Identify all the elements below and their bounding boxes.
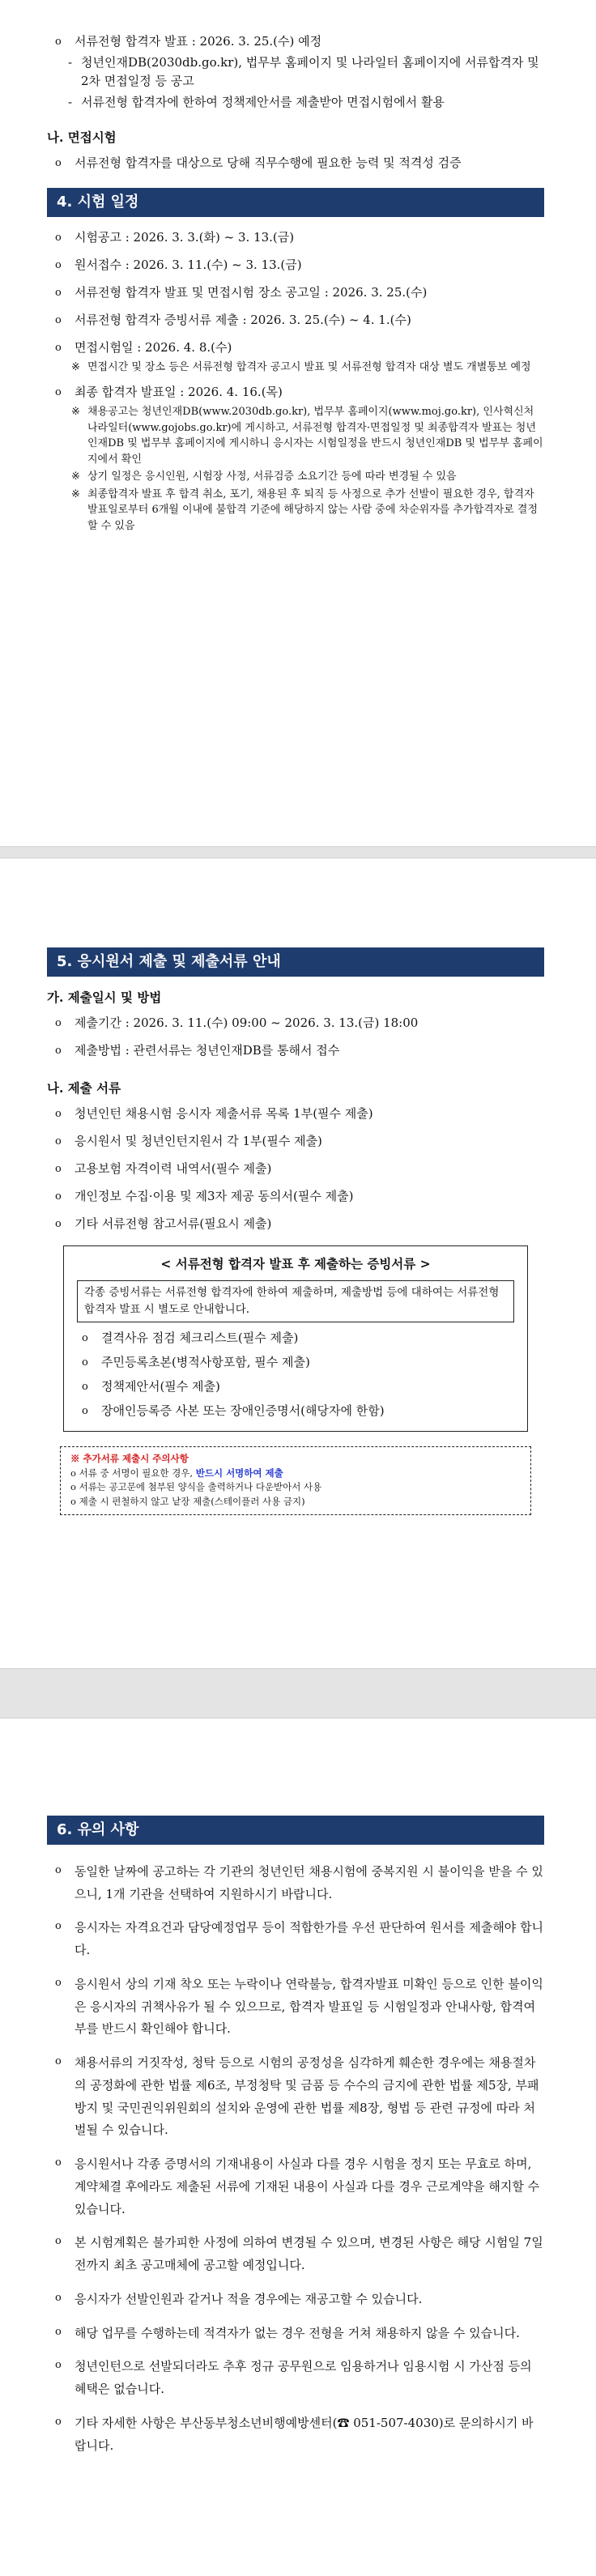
bullet-icon: o — [55, 1190, 62, 1203]
proof-item: o 정책제안서(필수 제출) — [82, 1377, 514, 1397]
bullet-icon: o — [55, 258, 62, 271]
bullet-icon: o — [55, 2235, 62, 2248]
bullet-icon: o — [55, 231, 62, 244]
bullet-icon: o — [55, 1162, 62, 1175]
bullet-icon: o — [82, 1331, 88, 1344]
schedule-item: o 서류전형 합격자 발표 및 면접시험 장소 공고일 : 2026. 3. 25.(수) — [55, 283, 544, 303]
submission-item: o 제출방법 : 관련서류는 청년인재DB를 통해서 접수 — [55, 1041, 544, 1061]
caution-item: o 응시원서나 각종 증명서의 기재내용이 사실과 다를 경우 시험을 정지 또는 무효로 하며, 계약체결 후에라도 제출된 서류에 기재된 내용이 사실과 다를 경우 근로계약을 해지할 수 있습니다. — [55, 2153, 544, 2220]
schedule-item: o 원서접수 : 2026. 3. 11.(수) ~ 3. 13.(금) — [55, 256, 544, 275]
submission-item: o 제출기간 : 2026. 3. 11.(수) 09:00 ~ 2026. 3. 13.(금) 18:00 — [55, 1014, 544, 1033]
document-item: o 개인정보 수집·이용 및 제3자 제공 동의서(필수 제출) — [55, 1187, 544, 1207]
bullet-icon: o — [55, 2055, 62, 2068]
caution-item: o 청년인턴으로 선발되더라도 추후 정규 공무원으로 임용하거나 임용시험 시 가산점 등의 혜택은 없습니다. — [55, 2356, 544, 2401]
dash-item: - 청년인재DB(2030db.go.kr), 법무부 홈페이지 및 나라일터 홈페이지에 서류합격자 및 2차 면접일정 등 공고 — [68, 55, 539, 89]
bullet-icon: o — [55, 386, 62, 399]
section-6-title: 6. 유의 사항 — [47, 1816, 544, 1845]
proof-documents-box — [63, 1245, 528, 1432]
note-item: ※ 채용공고는 청년인재DB(www.2030db.go.kr), 법무부 홈페이지(www.moj.go.kr), 인사혁신처 나라일터(www.gojobs.go.kr)에 게시하고, 서류전형 합격자·면접일정 및 최종합격자 발표는 청년인재DB 및 법무부 홈페이지에 게시하니 응시자는 시험일정을 반드시 청년인재DB 및 법무부 홈페이지에서 확인 — [71, 404, 544, 467]
dash-item: - 서류전형 합격자에 한하여 정책제안서를 제출받아 면접시험에서 활용 — [68, 94, 445, 109]
bullet-icon: o — [55, 2291, 62, 2304]
caution-item: o 기타 자세한 사항은 부산동부청소년비행예방센터(☎ 051-507-4030)로 문의하시기 바랍니다. — [55, 2412, 544, 2458]
note-icon: ※ — [71, 360, 80, 373]
bullet-icon: o — [55, 36, 62, 48]
bullet-icon: o — [55, 2157, 62, 2169]
note-item: ※ 상기 일정은 응시인원, 시험장 사정, 서류검증 소요기간 등에 따라 변경될 수 있음 — [71, 469, 544, 485]
caution-box — [60, 1446, 531, 1515]
caution-item: o 본 시험계획은 불가피한 사정에 의하여 변경될 수 있으며, 변경된 사항은 해당 시험일 7일 전까지 최초 공고매체에 공고할 예정입니다. — [55, 2232, 544, 2277]
caution-title: ※ 추가서류 제출시 주의사항 — [70, 1452, 189, 1464]
bullet-icon: o — [55, 1217, 62, 1230]
note-item: ※ 면접시간 및 장소 등은 서류전형 합격자 공고시 발표 및 서류전형 합격자 대상 별도 개별통보 예정 — [71, 360, 544, 376]
result-announcement-item: o 서류전형 합격자 발표 : 2026. 3. 25.(수) 예정 — [55, 32, 544, 52]
caution-item: o 응시자가 선발인원과 같거나 적을 경우에는 재공고할 수 있습니다. — [55, 2289, 544, 2311]
caution-item: o 해당 업무를 수행하는데 적격자가 없는 경우 전형을 거쳐 채용하지 않을 수 있습니다. — [55, 2323, 544, 2345]
bullet-icon: o — [55, 156, 62, 169]
interview-item: o 서류전형 합격자를 대상으로 당해 직무수행에 필요한 능력 및 적격성 검증 — [55, 154, 544, 173]
caution-item: o 채용서류의 거짓작성, 청탁 등으로 시험의 공정성을 심각하게 훼손한 경우에는 채용절차의 공정화에 관한 법률 제6조, 부정청탁 및 금품 등 수수의 금지에 관한 법률 제5장, 부패방지 및 국민권익위원회의 설치와 운영에 관한 법률 제8장, 형법 등 관련 규정에 따라 처벌될 수 있습니다. — [55, 2052, 544, 2142]
bullet-icon: o — [82, 1356, 88, 1369]
proof-item: o 주민등록초본(병적사항포함, 필수 제출) — [82, 1353, 514, 1373]
bullet-icon: o — [55, 2415, 62, 2428]
bullet-icon: o — [55, 286, 62, 299]
document-item: o 응시원서 및 청년인턴지원서 각 1부(필수 제출) — [55, 1132, 544, 1152]
document-item: o 기타 서류전형 참고서류(필요시 제출) — [55, 1215, 544, 1234]
bullet-icon: o — [82, 1404, 88, 1417]
caution-line: o 제출 시 편철하지 않고 낱장 제출(스테이플러 사용 금지) — [70, 1496, 305, 1508]
box-description: 각종 증빙서류는 서류전형 합격자에 한하여 제출하며, 제출방법 등에 대하여는 서류전형 합격자 발표 시 별도로 안내합니다. — [77, 1280, 514, 1322]
bullet-icon: o — [55, 2359, 62, 2372]
bullet-icon: o — [55, 1016, 62, 1029]
caution-line: o 서류 중 서명이 필요한 경우, 반드시 서명하여 제출 — [70, 1467, 283, 1479]
section-4-title: 4. 시험 일정 — [47, 188, 544, 217]
bullet-icon: o — [55, 1863, 62, 1876]
page-separator — [0, 846, 596, 858]
interview-heading: 나. 면접시험 — [47, 129, 117, 145]
note-icon: ※ — [71, 470, 80, 483]
submission-period-heading: 가. 제출일시 및 방법 — [47, 989, 162, 1005]
bullet-icon: o — [55, 313, 62, 326]
bullet-icon: o — [55, 1044, 62, 1057]
page-1 — [0, 0, 596, 846]
note-icon: ※ — [71, 406, 80, 419]
page-2 — [0, 858, 596, 1668]
document-item: o 고용보험 자격이력 내역서(필수 제출) — [55, 1160, 544, 1179]
section-5-title: 5. 응시원서 제출 및 제출서류 안내 — [47, 947, 544, 977]
caution-line: o 서류는 공고문에 첨부된 양식을 출력하거나 다운받아서 사용 — [70, 1481, 322, 1493]
bullet-icon: o — [55, 1976, 62, 1989]
page-3 — [0, 1718, 596, 2576]
bullet-icon: o — [55, 1107, 62, 1120]
caution-item: o 동일한 날짜에 공고하는 각 기관의 청년인턴 채용시험에 중복지원 시 불이익을 받을 수 있으니, 1개 기관을 선택하여 지원하시기 바랍니다. — [55, 1861, 544, 1906]
bullet-icon: o — [82, 1380, 88, 1393]
document-item: o 청년인턴 채용시험 응시자 제출서류 목록 1부(필수 제출) — [55, 1105, 544, 1124]
caution-item: o 응시원서 상의 기재 착오 또는 누락이나 연락불능, 합격자발표 미확인 등으로 인한 불이익은 응시자의 귀책사유가 될 수 있으므로, 합격자 발표일 등 시험일정과 안내사항, 합격여부를 반드시 확인해야 합니다. — [55, 1974, 544, 2041]
page-separator — [0, 1668, 596, 1718]
documents-heading: 나. 제출 서류 — [47, 1079, 121, 1096]
caution-item: o 응시자는 자격요건과 담당예정업무 등이 적합한가를 우선 판단하여 원서를 제출해야 합니다. — [55, 1917, 544, 1962]
bullet-icon: o — [55, 1135, 62, 1147]
schedule-item: o 시험공고 : 2026. 3. 3.(화) ~ 3. 13.(금) — [55, 228, 544, 248]
note-item: ※ 최종합격자 발표 후 합격 취소, 포기, 채용된 후 퇴직 등 사정으로 추가 선발이 필요한 경우, 합격자 발표일로부터 6개월 이내에 불합격 기준에 해당하지 않는 사람 중에 차순위자를 추가합격자로 결정할 수 있음 — [71, 487, 544, 534]
box-title: < 서류전형 합격자 발표 후 제출하는 증빙서류 > — [160, 1255, 431, 1271]
schedule-item: o 서류전형 합격자 증빙서류 제출 : 2026. 3. 25.(수) ~ 4. 1.(수) — [55, 311, 544, 330]
bullet-icon: o — [55, 1920, 62, 1933]
final-announcement-item: o 최종 합격자 발표일 : 2026. 4. 16.(목) — [55, 383, 544, 402]
proof-item: o 장애인등록증 사본 또는 장애인증명서(해당자에 한함) — [82, 1402, 514, 1421]
bullet-icon: o — [55, 341, 62, 354]
note-icon: ※ — [71, 488, 80, 500]
schedule-item: o 면접시험일 : 2026. 4. 8.(수) — [55, 338, 544, 358]
proof-item: o 결격사유 점검 체크리스트(필수 제출) — [82, 1329, 514, 1348]
bullet-icon: o — [55, 2325, 62, 2338]
